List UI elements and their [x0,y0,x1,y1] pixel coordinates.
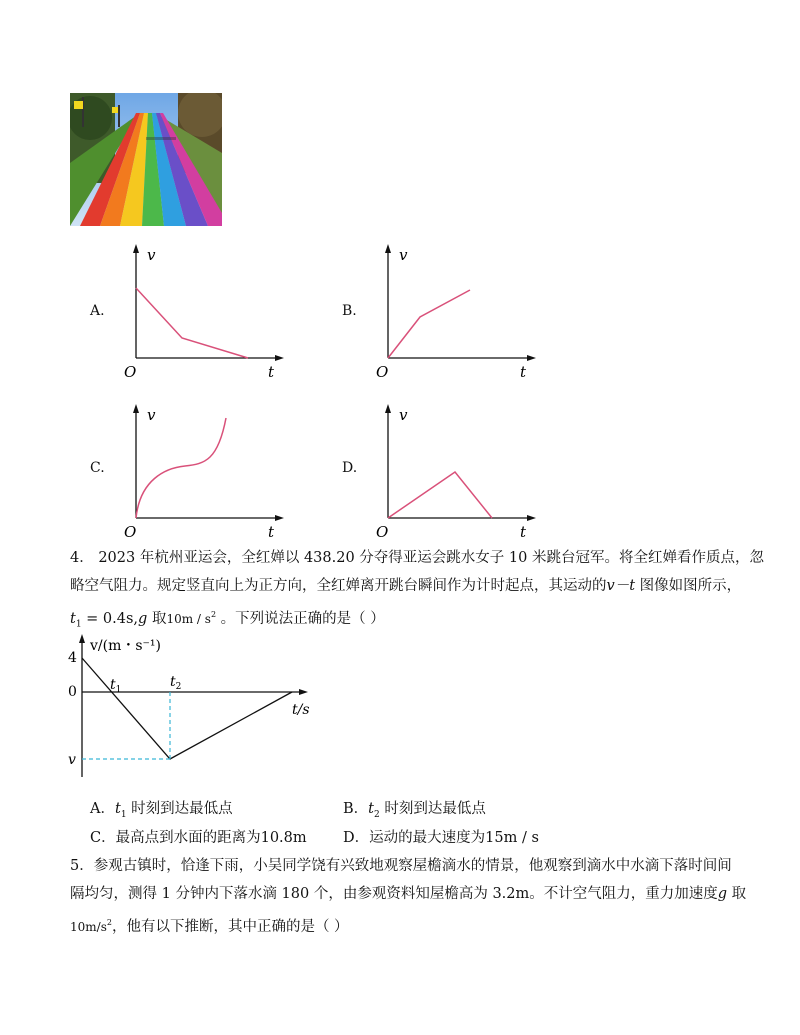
rainbow-slide-photo [70,93,222,226]
q4-vt-symbol: v－t [606,578,636,594]
q4-choice-b[interactable]: B．$t_2$ 时刻到达最低点 [343,801,486,820]
q4-g-value: 10m / s [166,611,211,626]
q4-graph-t2: $t_2$ [170,674,182,692]
q4-choice-c[interactable]: C．最高点到水面的距离为10.8m [90,830,307,846]
q4-graph-tick-0: 0 [68,684,77,700]
option-c-graph [120,400,290,540]
q4-line-2a: 略空气阻力。规定竖直向上为正方向，全红婵离开跳台瞬间作为计时起点，其运动的 [70,578,607,594]
option-b-t-label: t [520,363,527,380]
option-b-graph [372,240,542,380]
q4-graph-ylabel: v/(m・s⁻¹) [90,638,162,654]
option-a-origin-label: O [124,363,137,380]
q4-t1-sub: 1 [75,619,82,630]
q4-line-1: 4． 2023 年杭州亚运会，全红婵以 438.20 分夺得亚运会跳水女子 10 米跳台冠军。将全红婵看作质点，忽 [70,550,764,566]
q4-question-end: 。下列说法正确的是（ ） [216,610,385,627]
option-d-label: D. [342,460,358,476]
q5-line-2: 隔均匀，测得 1 分钟内下落水滴 180 个，由参观资料知屋檐高为 3.2m。不计空气阻力，重力加速度g 取 [70,886,747,902]
q4-t1-symbol: t [70,610,76,627]
q4-graph-xlabel: t/s [292,702,310,718]
q4-g-sup: 2 [210,610,217,619]
q4-vt-graph [66,632,326,782]
q4-take: 取 [147,610,167,627]
option-a-label: A. [90,303,105,319]
option-d-t-label: t [520,523,527,540]
option-a-t-label: t [268,363,275,380]
q5-line-3: $10m/s^2$，他有以下推断，其中正确的是（ ） [70,918,349,935]
q4-graph-t1: $t_1$ [110,677,122,695]
option-a-graph [120,240,290,380]
q4-t1-value: = 0.4s, [81,610,139,627]
q5-line-1: 5．参观古镇时，恰逢下雨，小吴同学饶有兴致地观察屋檐滴水的情景，他观察到滴水中水滴下落时间间 [70,858,732,874]
q4-graph-tick-4: 4 [68,650,77,666]
option-b-label: B. [342,303,357,319]
option-c-t-label: t [268,523,275,540]
option-b-origin-label: O [376,363,389,380]
option-d-v-label: v [399,406,408,424]
option-c-origin-label: O [124,523,137,540]
q4-g-symbol: g [138,610,148,627]
option-a-v-label: v [147,246,156,264]
q4-line-2c: 图像如图所示， [635,578,742,594]
option-c-label: C. [90,460,105,476]
q4-graph-tick-v: v [68,752,76,768]
option-b-v-label: v [399,246,408,264]
q4-choice-d[interactable]: D．运动的最大速度为15m / s [343,830,539,846]
option-c-v-label: v [147,406,156,424]
option-d-graph [372,400,542,540]
q4-choice-a[interactable]: A．$t_1$ 时刻到达最低点 [90,801,233,820]
option-d-origin-label: O [376,523,389,540]
q4-line-2 [70,573,770,600]
